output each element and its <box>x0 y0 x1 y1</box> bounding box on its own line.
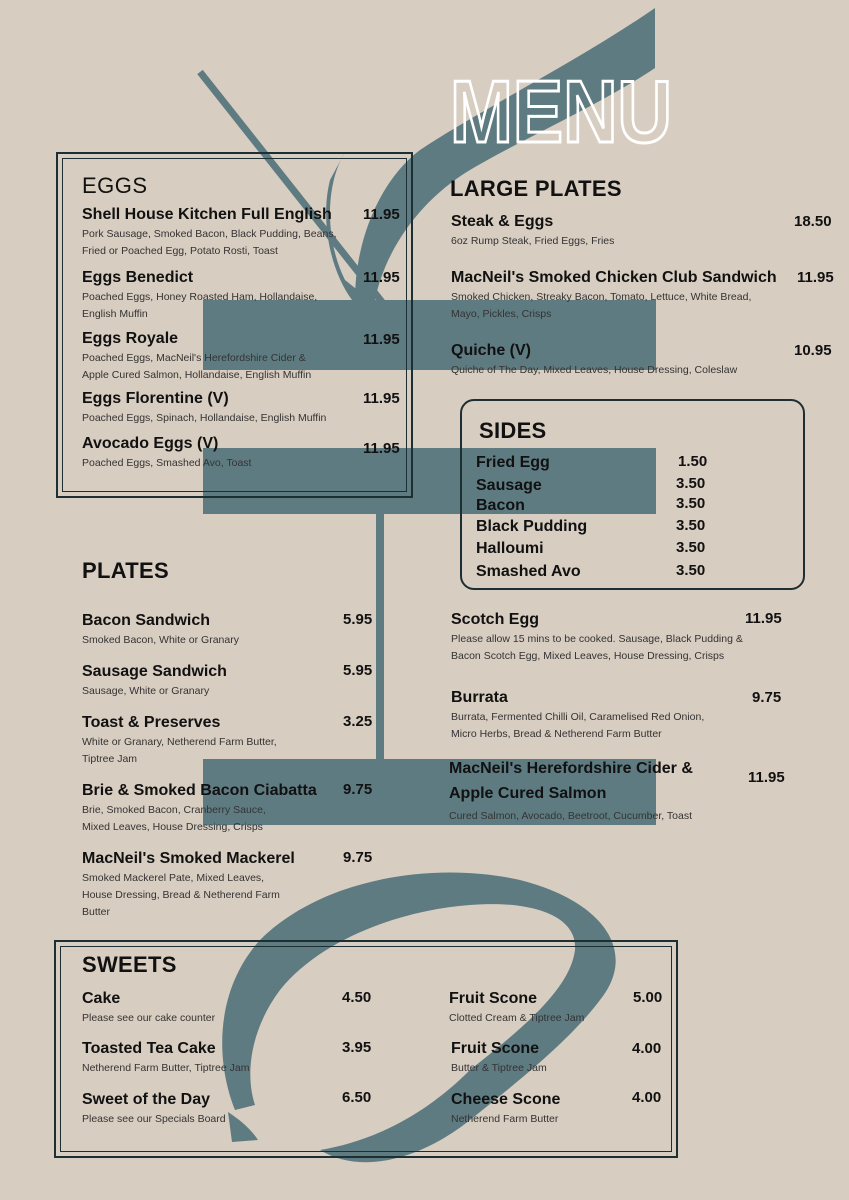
side-item-price: 3.50 <box>676 562 706 579</box>
plates-item-price: 11.95 <box>745 610 782 627</box>
plates-item-price: 9.75 <box>752 689 782 706</box>
sweets-item-price: 4.00 <box>632 1089 662 1106</box>
plates-item: Sausage Sandwich Sausage, White or Granary <box>82 663 227 697</box>
side-item-price: 3.50 <box>676 517 706 534</box>
sweets-item-price: 4.50 <box>342 989 372 1006</box>
eggs-item-price: 11.95 <box>363 269 400 286</box>
side-item-name: Halloumi <box>476 540 544 557</box>
plates-item-price: 9.75 <box>343 849 373 866</box>
sweets-item: Cheese Scone Netherend Farm Butter <box>451 1091 561 1125</box>
menu-title <box>450 62 680 161</box>
plates-item: Brie & Smoked Bacon Ciabatta Brie, Smoked Bacon, Cranberry Sauce, Mixed Leaves, House Dressing, Crisps <box>82 782 317 833</box>
large-plates-item: Quiche (V) Quiche of The Day, Mixed Leaves, House Dressing, Coleslaw <box>451 342 738 376</box>
eggs-heading: EGGS <box>82 173 148 198</box>
side-item-name: Black Pudding <box>476 518 588 535</box>
large-plates-item: Steak & Eggs 6oz Rump Steak, Fried Eggs, Fries <box>451 213 615 247</box>
sweets-item: Fruit Scone Butter & Tiptree Jam <box>451 1040 547 1074</box>
eggs-item: Shell House Kitchen Full English Pork Sausage, Smoked Bacon, Black Pudding, Beans, Fried or Poached Egg, Potato Rosti, Toast <box>82 206 337 257</box>
eggs-item-price: 11.95 <box>363 206 400 223</box>
plates-item: MacNeil's Herefordshire Cider & Apple Cured Salmon Cured Salmon, Avocado, Beetroot, Cucumber, Toast <box>449 760 693 822</box>
sweets-item: Sweet of the Day Please see our Specials Board <box>82 1091 226 1125</box>
plates-item-price: 5.95 <box>343 611 373 628</box>
plates-item-price: 11.95 <box>748 769 785 786</box>
large-plates-item: MacNeil's Smoked Chicken Club Sandwich Smoked Chicken, Streaky Bacon, Tomato, Lettuce, White Bread, Mayo, Pickles, Crisps <box>451 269 777 320</box>
large-plates-item-price: 11.95 <box>797 269 834 286</box>
eggs-item: Eggs Royale Poached Eggs, MacNeil's Herefordshire Cider & Apple Cured Salmon, Hollandaise, English Muffin <box>82 330 312 381</box>
plates-item-price: 3.25 <box>343 713 373 730</box>
plates-item: Toast & Preserves White or Granary, Netherend Farm Butter, Tiptree Jam <box>82 714 277 765</box>
plates-heading: PLATES <box>82 558 169 583</box>
sweets-item-price: 3.95 <box>342 1039 372 1056</box>
eggs-item-price: 11.95 <box>363 331 400 348</box>
sweets-item: Cake Please see our cake counter <box>82 990 216 1024</box>
side-item-price: 1.50 <box>678 453 708 470</box>
plates-item: Burrata Burrata, Fermented Chilli Oil, Caramelised Red Onion, Micro Herbs, Bread & Netherend Farm Butter <box>451 689 705 740</box>
side-item-name: Smashed Avo <box>476 563 581 580</box>
sides-heading: SIDES <box>479 418 547 443</box>
eggs-item: Avocado Eggs (V) Poached Eggs, Smashed Avo, Toast <box>82 435 252 469</box>
side-item-price: 3.50 <box>676 475 706 492</box>
plates-item-price: 9.75 <box>343 781 373 798</box>
plates-item: Scotch Egg Please allow 15 mins to be cooked. Sausage, Black Pudding & Bacon Scotch Egg, Mixed Leaves, House Dressing, Crisps <box>451 611 743 662</box>
svg-text:MENU: MENU <box>450 62 672 161</box>
side-item-name: Fried Egg <box>476 454 550 471</box>
eggs-item-price: 11.95 <box>363 390 400 407</box>
sweets-item: Toasted Tea Cake Netherend Farm Butter, Tiptree Jam <box>82 1040 250 1074</box>
side-item-name: Sausage <box>476 477 542 494</box>
side-item-name: Bacon <box>476 497 525 514</box>
sweets-heading: SWEETS <box>82 952 177 977</box>
sweets-item: Fruit Scone Clotted Cream & Tiptree Jam <box>449 990 585 1024</box>
large-plates-item-price: 10.95 <box>794 342 832 359</box>
eggs-item: Eggs Benedict Poached Eggs, Honey Roasted Ham, Hollandaise, English Muffin <box>82 269 318 320</box>
plates-item: MacNeil's Smoked Mackerel Smoked Mackerel Pate, Mixed Leaves, House Dressing, Bread & Netherend Farm Butter <box>82 850 295 918</box>
large-plates-heading: LARGE PLATES <box>450 176 622 201</box>
sweets-item-price: 5.00 <box>633 989 663 1006</box>
large-plates-item-price: 18.50 <box>794 213 832 230</box>
sweets-item-price: 4.00 <box>632 1040 662 1057</box>
side-item-price: 3.50 <box>676 539 706 556</box>
eggs-item-price: 11.95 <box>363 440 400 457</box>
plates-item-price: 5.95 <box>343 662 373 679</box>
plates-item: Bacon Sandwich Smoked Bacon, White or Granary <box>82 612 239 646</box>
eggs-item: Eggs Florentine (V) Poached Eggs, Spinach, Hollandaise, English Muffin <box>82 390 327 424</box>
side-item-price: 3.50 <box>676 495 706 512</box>
sweets-item-price: 6.50 <box>342 1089 372 1106</box>
